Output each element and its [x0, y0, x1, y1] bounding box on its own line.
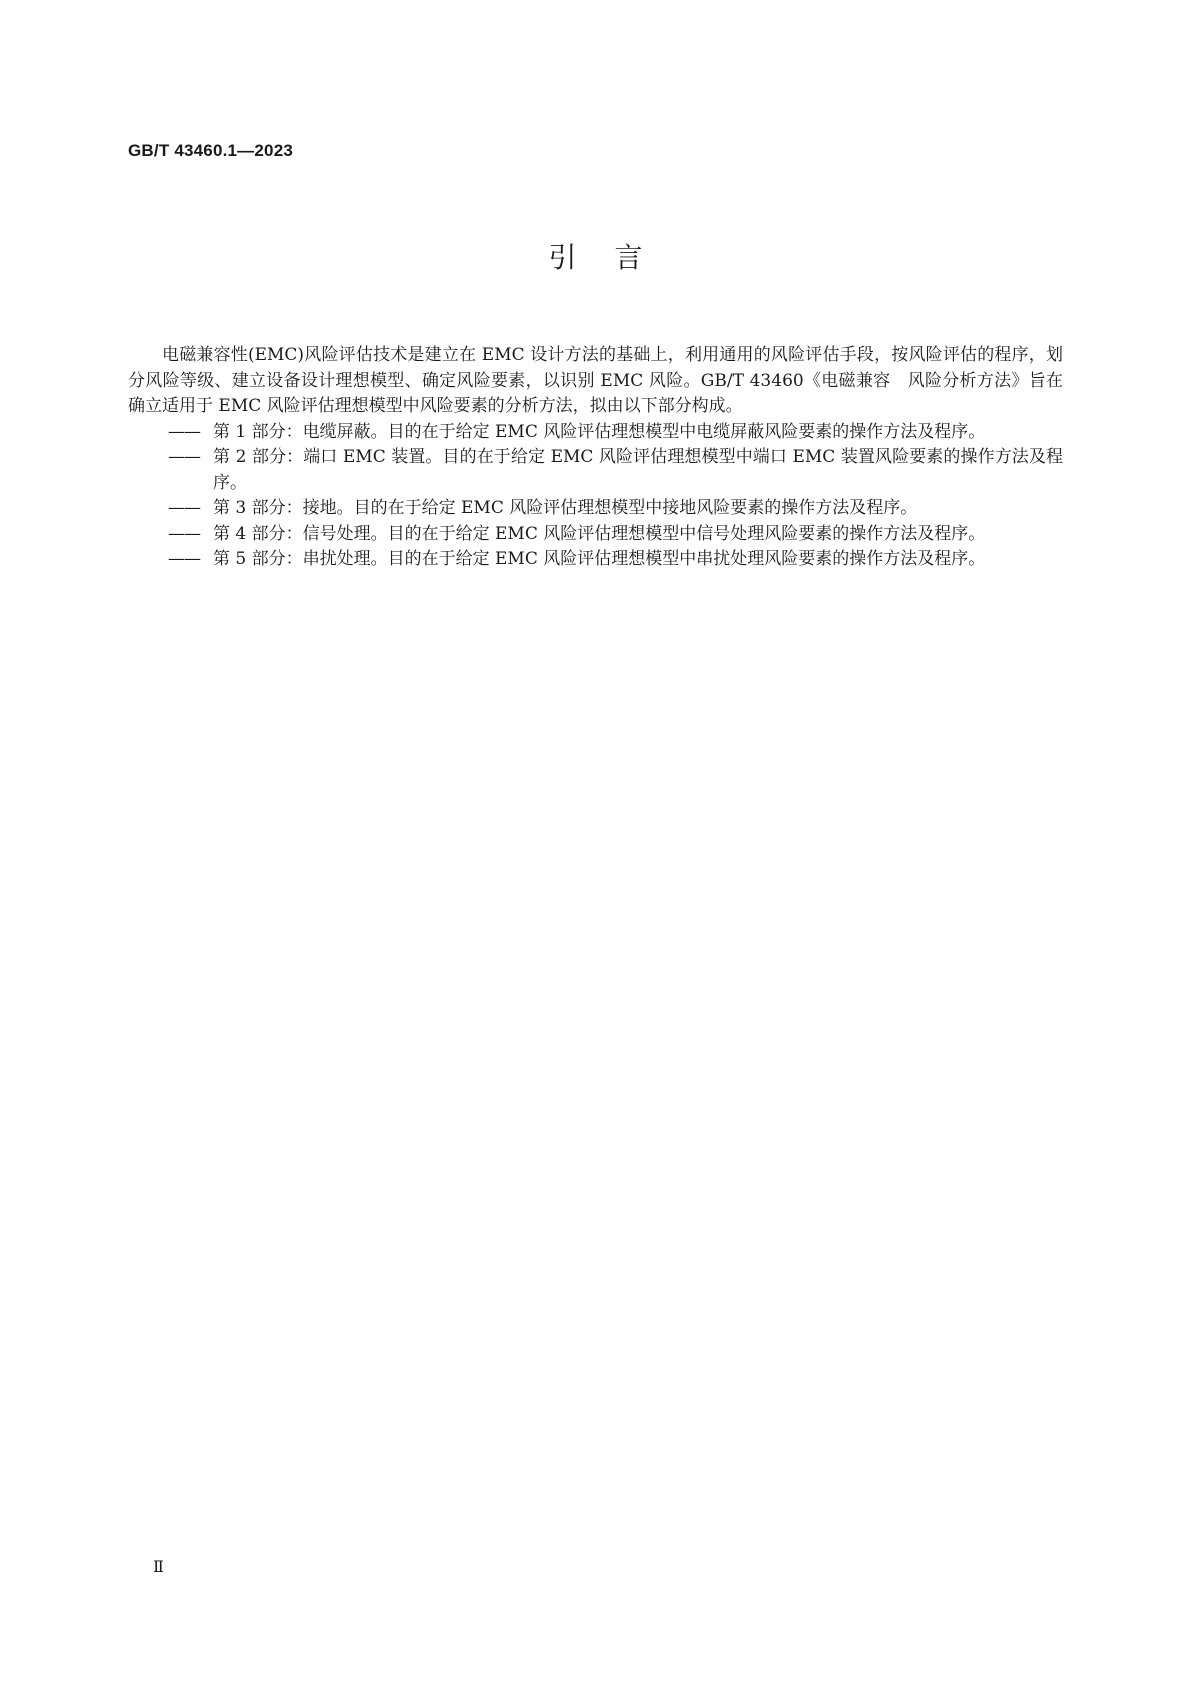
- dash-marker: ——: [168, 523, 200, 544]
- part-2-text: 第 2 部分：端口 EMC 装置。目的在于给定 EMC 风险评估理想模型中端口 EMC 装置风险要素的操作方法及程序。: [213, 447, 1063, 493]
- list-item: [128, 420, 1063, 446]
- document-code: GB/T 43460.1—2023: [128, 141, 293, 160]
- document-body: [128, 343, 1063, 573]
- part-1-text: 第 1 部分：电缆屏蔽。目的在于给定 EMC 风险评估理想模型中电缆屏蔽风险要素的操作方法及程序。: [213, 421, 986, 442]
- intro-paragraph: 电磁兼容性(EMC)风险评估技术是建立在 EMC 设计方法的基础上，利用通用的风险评估手段，按风险评估的程序，划分风险等级、建立设备设计理想模型、确定风险要素，以识别 EMC 风险。GB/T 43460《电磁兼容 风险分析方法》旨在确立适用于 EMC 风险评估理想模型中风险要素的分析方法，拟由以下部分构成。: [128, 345, 1063, 416]
- dash-marker: ——: [168, 549, 200, 569]
- part-4-text: 第 4 部分：信号处理。目的在于给定 EMC 风险评估理想模型中信号处理风险要素的操作方法及程序。: [213, 523, 986, 544]
- page-title: 引言: [548, 241, 681, 274]
- part-5-text: 第 5 部分：串扰处理。目的在于给定 EMC 风险评估理想模型中串扰处理风险要素的操作方法及程序。: [213, 549, 986, 569]
- dash-marker: ——: [168, 421, 200, 442]
- parts-list: [128, 420, 1063, 573]
- list-item: [128, 445, 1063, 496]
- list-item: [128, 547, 1063, 573]
- dash-marker: ——: [168, 498, 200, 518]
- part-3-text: 第 3 部分：接地。目的在于给定 EMC 风险评估理想模型中接地风险要素的操作方法及程序。: [213, 498, 918, 518]
- list-item: [128, 496, 1063, 522]
- list-item: [128, 522, 1063, 548]
- dash-marker: ——: [168, 447, 200, 467]
- page-number: Ⅱ: [153, 1557, 164, 1576]
